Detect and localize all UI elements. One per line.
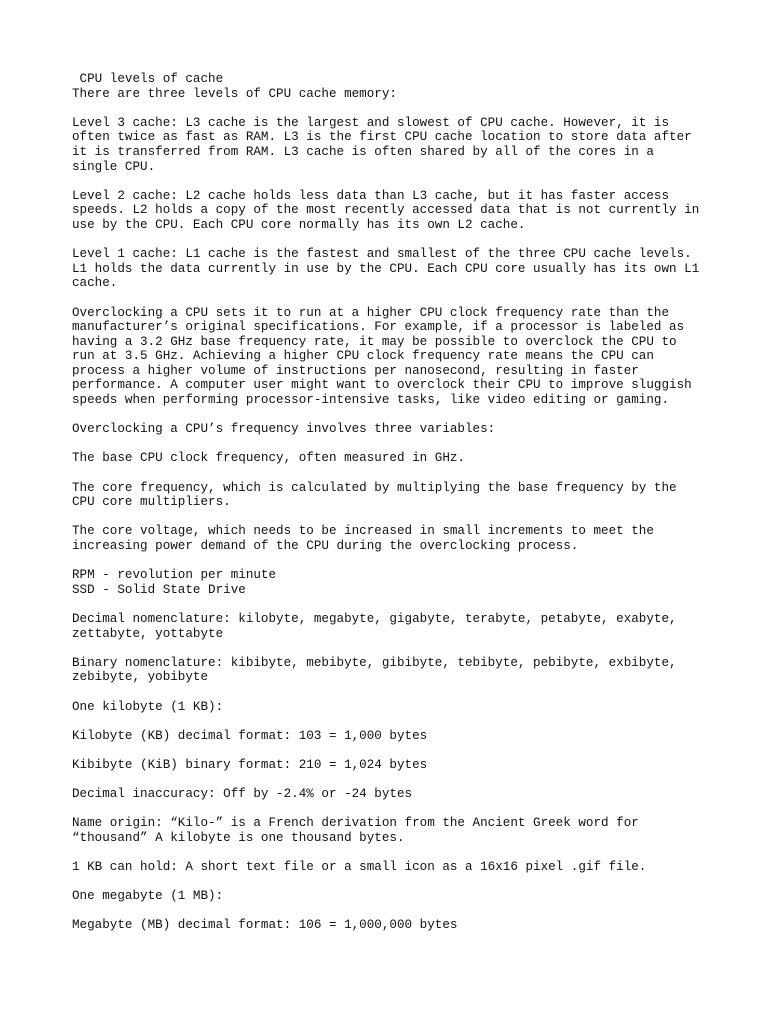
blank-line — [72, 802, 712, 817]
blank-line — [72, 554, 712, 569]
text-line: increasing power demand of the CPU during the overclocking process. — [72, 539, 579, 553]
text-line: use by the CPU. Each CPU core normally has its own L2 cache. — [72, 217, 526, 232]
blank-line — [72, 845, 712, 860]
text-line: Binary nomenclature: kibibyte, mebibyte, gibibyte, tebibyte, pebibyte, exbibyte, — [72, 655, 677, 670]
text-line: Overclocking a CPU sets it to run at a higher CPU clock frequency rate than the — [72, 305, 670, 320]
blank-line — [72, 174, 712, 189]
blank-line — [72, 904, 712, 919]
text-line: zettabyte, yottabyte — [72, 626, 224, 641]
blank-line — [72, 233, 712, 248]
text-line: Kilobyte (KB) decimal format: 103 = 1,000 bytes — [72, 728, 428, 743]
text-line: speeds. L2 holds a copy of the most recently accessed data that is not currently in — [72, 203, 700, 218]
blank-line — [72, 466, 712, 481]
document-page — [72, 72, 712, 933]
text-line: Overclocking a CPU’s frequency involves three variables: — [72, 422, 496, 437]
text-line: 1 KB can hold: A short text file or a small icon as a 16x16 pixel .gif file. — [72, 860, 647, 875]
text-line: process a higher volume of instructions per nanosecond, resulting in faster — [72, 363, 639, 378]
text-line: speeds when performing processor-intensive tasks, like video editing or gaming. — [72, 393, 670, 408]
text-line: The core voltage, which needs to be increased in small increments to meet the — [72, 524, 654, 539]
blank-line — [72, 437, 712, 452]
text-line: Megabyte (MB) decimal format: 106 = 1,000,000 bytes — [72, 918, 458, 933]
blank-line — [72, 743, 712, 758]
text-line: The core frequency, which is calculated by multiplying the base frequency by the — [72, 480, 677, 495]
text-line: manufacturer’s original specifications. For example, if a processor is labeled as — [72, 320, 685, 335]
text-line: Decimal nomenclature: kilobyte, megabyte, gigabyte, terabyte, petabyte, exabyte, — [72, 611, 677, 626]
text-line: L1 holds the data currently in use by the CPU. Each CPU core usually has its own L1 — [72, 261, 700, 276]
text-line: One kilobyte (1 KB): — [72, 699, 224, 714]
text-line: cache. — [72, 276, 118, 291]
text-line: run at 3.5 GHz. Achieving a higher CPU clock frequency rate means the CPU can — [72, 349, 654, 364]
text-line: “thousand” A kilobyte is one thousand bytes. — [72, 830, 405, 845]
blank-line — [72, 291, 712, 306]
blank-line — [72, 875, 712, 890]
text-line: Level 1 cache: L1 cache is the fastest and smallest of the three CPU cache levels. — [72, 247, 692, 262]
blank-line — [72, 773, 712, 788]
text-line: CPU core multipliers. — [72, 495, 231, 510]
text-line: Level 2 cache: L2 cache holds less data than L3 cache, but it has faster access — [72, 188, 670, 203]
blank-line — [72, 641, 712, 656]
text-line: One megabyte (1 MB): — [72, 889, 224, 904]
text-line: SSD - Solid State Drive — [72, 582, 246, 597]
blank-line — [72, 685, 712, 700]
text-line: Name origin: “Kilo-” is a French derivation from the Ancient Greek word for — [72, 816, 639, 831]
text-line: having a 3.2 GHz base frequency rate, it may be possible to overclock the CPU to — [72, 334, 677, 349]
text-line: RPM - revolution per minute — [72, 568, 277, 583]
blank-line — [72, 101, 712, 116]
text-line: The base CPU clock frequency, often measured in GHz. — [72, 451, 465, 466]
text-line: performance. A computer user might want to overclock their CPU to improve sluggish — [72, 378, 692, 393]
blank-line — [72, 714, 712, 729]
blank-line — [72, 597, 712, 612]
text-line: Decimal inaccuracy: Off by -2.4% or -24 bytes — [72, 787, 413, 802]
text-line: CPU levels of cache — [72, 72, 224, 86]
text-line: it is transferred from RAM. L3 cache is often shared by all of the cores in a — [72, 144, 654, 159]
blank-line — [72, 510, 712, 525]
text-line: There are three levels of CPU cache memory: — [72, 86, 397, 101]
text-line: Kibibyte (KiB) binary format: 210 = 1,024 bytes — [72, 757, 428, 772]
text-line: Level 3 cache: L3 cache is the largest and slowest of CPU cache. However, it is — [72, 115, 670, 130]
blank-line — [72, 408, 712, 423]
text-line: zebibyte, yobibyte — [72, 670, 209, 685]
text-line: single CPU. — [72, 159, 156, 174]
text-line: often twice as fast as RAM. L3 is the first CPU cache location to store data after — [72, 130, 692, 145]
